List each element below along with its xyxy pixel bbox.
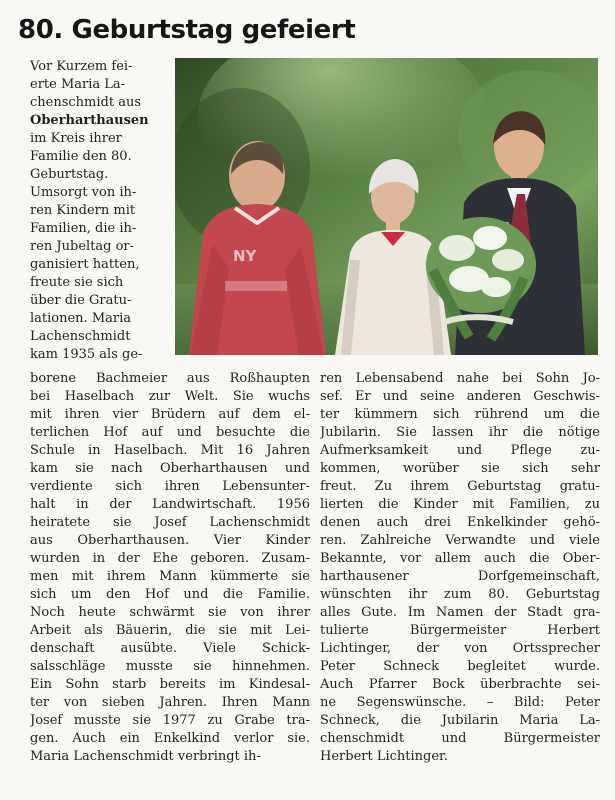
article-line-right: alles Gute. Im Namen der Stadt gra- xyxy=(320,605,600,620)
svg-text:NY: NY xyxy=(233,247,257,265)
intro-line: ren Jubeltag or- xyxy=(30,239,135,254)
article-line-left: gen. Auch ein Enkelkind verlor sie. xyxy=(30,731,310,746)
article-line-right: Aufmerksamkeit und Pflege zu- xyxy=(320,443,600,458)
article-line-right: Bekannte, vor allem auch die Ober- xyxy=(320,551,600,566)
article-line-left: terlichen Hof auf und besuchte die xyxy=(30,425,310,440)
article-line-left: ter von sieben Jahren. Ihren Mann xyxy=(30,695,310,710)
article-line-right: sef. Er und seine anderen Geschwis- xyxy=(320,389,600,404)
intro-line: chenschmidt aus xyxy=(30,95,142,110)
article-line-right: freut. Zu ihrem Geburtstag gratu- xyxy=(320,479,600,494)
article-line-left: Arbeit als Bäuerin, die sie mit Lei- xyxy=(30,623,310,638)
article-line-right: Auch Pfarrer Bock überbrachte sei- xyxy=(320,677,600,692)
article-line-right: Schneck, die Jubilarin Maria La- xyxy=(320,713,600,728)
intro-line: lationen. Maria xyxy=(30,311,132,326)
article-line-right: wünschten ihr zum 80. Geburtstag xyxy=(320,587,600,602)
intro-line: über die Gratu- xyxy=(30,293,132,308)
article-line-right: ne Segenswünsche. – Bild: Peter xyxy=(320,695,600,710)
article-line-left: kam sie nach Oberharthausen und xyxy=(30,461,310,476)
article-line-right: Herbert Lichtinger. xyxy=(320,749,448,764)
article-line-left: Josef musste sie 1977 zu Grabe tra- xyxy=(30,713,310,728)
article-line-right: Jubilarin. Sie lassen ihr die nötige xyxy=(320,425,600,440)
intro-line: ren Kindern mit xyxy=(30,203,136,218)
intro-line: Geburtstag. xyxy=(30,167,109,182)
article-line-left: men mit ihrem Mann kümmerte sie xyxy=(30,569,310,584)
article-line-right: denen auch drei Enkelkinder gehö- xyxy=(320,515,600,530)
article-line-left: Ein Sohn starb bereits im Kindesal- xyxy=(30,677,310,692)
article-line-left: Maria Lachenschmidt verbringt ih- xyxy=(30,749,261,764)
intro-line: Umsorgt von ih- xyxy=(30,185,137,200)
group-photo-illustration xyxy=(175,58,598,355)
article-line-left: mit ihren vier Brüdern auf dem el- xyxy=(30,407,310,422)
article-line-right: kommen, worüber sie sich sehr xyxy=(320,461,600,476)
intro-line: kam 1935 als ge- xyxy=(30,347,143,362)
article-line-left: wurden in der Ehe geboren. Zusam- xyxy=(30,551,310,566)
article-line-left: verdiente sich ihren Lebensunter- xyxy=(30,479,310,494)
article-line-right: chenschmidt und Bürgermeister xyxy=(320,731,600,746)
article-line-right: harthausener Dorfgemeinschaft, xyxy=(320,569,600,584)
intro-line: Familien, die ih- xyxy=(30,221,137,236)
intro-line: erte Maria La- xyxy=(30,77,126,92)
article-headline: 80. Geburtstag gefeiert xyxy=(18,15,356,45)
article-line-right: ren Lebensabend nahe bei Sohn Jo- xyxy=(320,371,600,386)
intro-line: Vor Kurzem fei- xyxy=(30,59,133,74)
intro-line: ganisiert hatten, xyxy=(30,257,140,272)
article-line-right: ter kümmern sich rührend um die xyxy=(320,407,600,422)
article-line-right: tulierte Bürgermeister Herbert xyxy=(320,623,600,638)
intro-line: Lachenschmidt xyxy=(30,329,131,344)
intro-line: freute sie sich xyxy=(30,275,124,290)
article-line-left: bei Haselbach zur Welt. Sie wuchs xyxy=(30,389,310,404)
article-line-right: Peter Schneck begleitet wurde. xyxy=(320,659,600,674)
article-line-right: Lichtinger, der von Ortssprecher xyxy=(320,641,600,656)
article-photo xyxy=(175,58,598,355)
article-line-right: lierten die Kinder mit Familien, zu xyxy=(320,497,600,512)
intro-line: im Kreis ihrer xyxy=(30,131,122,146)
article-line-left: halt in der Landwirtschaft. 1956 xyxy=(30,497,310,512)
article-line-right: ren. Zahlreiche Verwandte und viele xyxy=(320,533,600,548)
article-line-left: heiratete sie Josef Lachenschmidt xyxy=(30,515,310,530)
article-line-left: Schule in Haselbach. Mit 16 Jahren xyxy=(30,443,310,458)
intro-line: Familie den 80. xyxy=(30,149,132,164)
article-line-left: Noch heute schwärmt sie von ihrer xyxy=(30,605,310,620)
article-line-left: borene Bachmeier aus Roßhaupten xyxy=(30,371,310,386)
article-line-left: aus Oberharthausen. Vier Kinder xyxy=(30,533,310,548)
article-line-left: salsschläge musste sie hinnehmen. xyxy=(30,659,310,674)
article-line-left: sich um den Hof und die Familie. xyxy=(30,587,310,602)
intro-line-place: Oberharthausen xyxy=(30,113,149,128)
article-line-left: denschaft ausübte. Viele Schick- xyxy=(30,641,310,656)
